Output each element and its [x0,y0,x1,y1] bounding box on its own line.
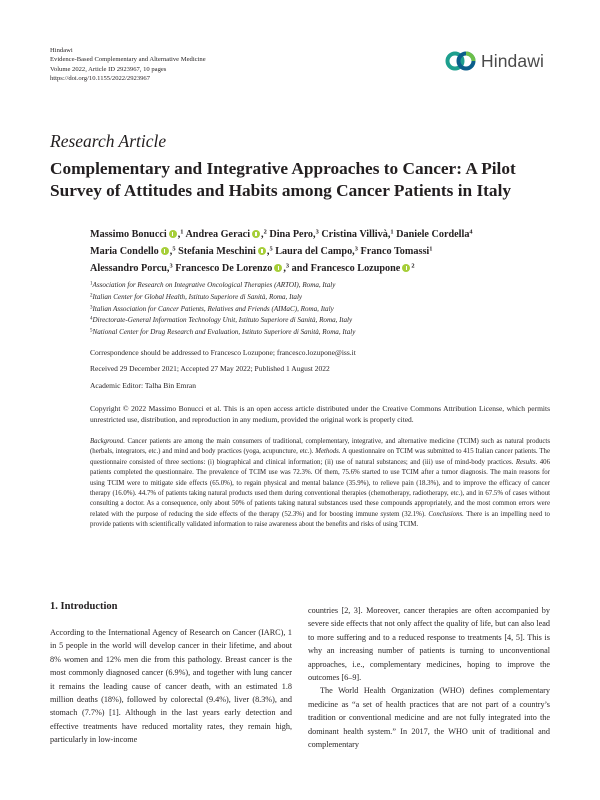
affiliation-number: 1 [90,281,93,287]
author [90,246,176,257]
author-affiliation-number: 2 [411,262,415,270]
author [269,229,318,240]
affiliation-number: 4 [90,316,93,322]
abstract-background-label: Background. [90,438,125,445]
section-heading: 1. Introduction [50,601,118,612]
author-name: Francesco Lozupone [310,263,401,275]
hindawi-logo [444,50,544,72]
author-comma: , [261,229,264,240]
article-type: Research Article [50,131,167,151]
affiliation-list [90,280,550,339]
doi-link[interactable]: https://doi.org/10.1155/2022/2923967 [50,75,151,83]
author-name: Massimo Bonucci [90,229,167,240]
author [321,229,393,240]
affiliation [90,315,550,327]
author-affiliation-number: 1 [390,228,394,236]
abstract [90,437,550,531]
author-affiliation-number: 4 [469,228,473,236]
abstract-conclusions: There is an impelling need to provide patients with scientifically validated information to raise awareness about the benefits and risks of using TCIM. [90,510,550,529]
author-name: Francesco De Lorenzo [175,263,273,275]
academic-editor: Academic Editor: Talha Bin Emran [90,381,196,390]
affiliation-text: Directorate-General Information Technology Unit, Istituto Superiore di Sanità, Roma, Italy [92,316,353,325]
author-affiliation-number: 3 [315,228,319,236]
author-affiliation-number: 1 [429,245,433,253]
author-affiliation-number: 5 [269,245,273,253]
author-name: Alessandro Porcu [90,263,167,275]
affiliation-text: National Center for Drug Research and Evaluation, Istituto Superiore di Sanità, Roma, Italy [92,328,356,337]
affiliation-number: 3 [90,305,93,311]
intro-paragraph-3: The World Health Organization (WHO) defines complementary medicine as “a set of health practices that are not part of a country’s tradition or conventional medicine and are not fully integrated into the dominant health system.” In 2017, the WHO unit of traditional and complementary [308,686,550,750]
author-conjunction: and [289,263,309,275]
orcid-icon[interactable] [402,264,410,272]
correspondence: Correspondence should be addressed to Francesco Lozupone; francesco.lozupone@iss.it [90,348,356,357]
logo-text: Hindawi [481,50,544,71]
journal-name: Evidence-Based Complementary and Alternative Medicine [50,56,206,64]
author [275,246,358,257]
left-column [50,626,292,747]
orcid-icon[interactable] [169,230,177,238]
affiliation [90,304,550,316]
author-comma: , [352,246,355,258]
affiliation [90,280,550,292]
intro-paragraph-1: According to the International Agency of Research on Cancer (IARC), 1 in 5 people in the world will develop cancer in their lifetime, and about 8% women and 12% men die from this pathology. Breast cancer is the most commonly diagnosed cancer (6.9%), and together with lung cancer it remains the leading cause of cancer death, with an estimated 1.8 million deaths (18%), followed by colorectal (9.4%), liver (8.3%), and stomach (7.7%) [1]. Although in the last years early detection and effective treatments have reduced mortality rates, they remain high, particularly in low-income [50,628,292,745]
author [175,263,308,274]
author-name: Laura del Campo [275,246,353,258]
volume-line: Volume 2022, Article ID 2923967, 10 pages [50,65,167,73]
orcid-icon[interactable] [161,247,169,255]
abstract-methods-label: Methods. [313,448,341,456]
affiliation-text: Association for Research on Integrative Oncological Therapies (ARTOI), Roma, Italy [92,281,336,289]
author-comma: , [387,229,391,240]
publisher-name: Hindawi [50,47,73,54]
copyright-notice: Copyright © 2022 Massimo Bonucci et al. This is an open access article distributed under the Creative Commons Attribution License, which permits unrestricted use, distribution, and reproduction in any medium, provided the original work is properly cited. [90,404,550,425]
author [178,246,273,257]
author-name: Franco Tomassi [360,246,430,258]
author-name: Dina Pero [269,229,314,240]
author-name: Maria Condello [90,246,159,258]
author-comma: , [177,229,181,240]
orcid-icon[interactable] [274,264,282,272]
author [396,229,473,240]
intro-paragraph-2: countries [2, 3]. Moreover, cancer therapies are often accompanied by severe side effects that not only affect the quality of life, but can also lead to more suffering and to a reduced response to treatments [4, 5]. This is why an increasing number of patients is turning to unconventional approaches, i.e., complementary medicines, hoping to improve the outcomes [6–9]. [308,606,550,683]
author [185,229,266,240]
author [311,263,415,274]
journal-header [50,46,206,84]
affiliation-number: 2 [90,293,93,299]
author-affiliation-number: 5 [172,245,176,253]
orcid-icon[interactable] [258,247,266,255]
abstract-conclusions-label: Conclusions. [425,510,464,518]
abstract-results: 406 patients completed the questionnaire. The prevalence of TCIM use was 72.3%. Of them, 75.6% started to use TCIM after a tumor diagnosis. The main reasons for using TCIM were to mitigate side effects (65.0%), to regain physical and mental balance (35.9%), to relieve pain (18.3%), and to improve the efficacy of cancer therapy (16.0%). 44.7% of patients taking natural products used them during conventional therapies (chemotherapy, radiotherapy, etc.), and in 67.5% of cases without consulting a doctor. As a consequence, only about 50% of patients taking natural substances used these compounds appropriately, and the most common errors were related with the purpose of reducing the side effects of the therapy (52.3%) and for boosting immune system (32.1%). [90,458,550,518]
abstract-background: Cancer patients are among the main consumers of traditional, complementary, integrative, and alternative medicine (TCIM) such as natural products (herbals, integrators, etc.) and mind and body practices (yoga, acupuncture, etc.). [90,438,550,456]
author-name: Daniele Cordella [396,229,470,240]
author-comma: , [166,263,170,275]
author-affiliation-number: 3 [285,262,290,270]
author [90,229,183,240]
affiliation-number: 5 [90,328,93,334]
paper-title: Complementary and Integrative Approaches to Cancer: A Pilot Survey of Attitudes and Habits among Cancer Patients in Italy [50,159,516,200]
author [90,263,173,274]
author-comma: , [283,263,286,275]
author-name: Stefania Meschini [178,246,256,258]
abstract-results-label: Results. [513,458,538,466]
author-name: Cristina Villivà [321,229,388,240]
orcid-icon[interactable] [252,230,260,238]
right-column [308,604,550,751]
author-comma: , [313,229,316,240]
author-affiliation-number: 1 [180,228,184,236]
author-comma: , [266,246,270,258]
author [360,246,432,257]
author-affiliation-number: 3 [354,245,358,253]
article-dates: Received 29 December 2021; Accepted 27 May 2022; Published 1 August 2022 [90,364,330,373]
affiliation [90,327,550,339]
hindawi-logo-icon [444,50,478,72]
author-comma: , [169,246,173,258]
author-affiliation-number: 3 [169,262,173,270]
affiliation-text: Italian Center for Global Health, Istituto Superiore di Sanità, Roma, Italy [92,292,303,301]
affiliation-text: Italian Association for Cancer Patients, Relatives and Friends (AIMaC), Roma, Italy [92,304,334,313]
author-list [90,226,550,278]
affiliation [90,292,550,304]
abstract-methods: A questionnaire on TCIM was submitted to 415 Italian cancer patients. The questionnaire consisted of three sections: (i) biographical and clinical information; (ii) use of natural substances; and (iii) use of mind-body practices. [90,448,550,466]
author-name: Andrea Geraci [185,229,251,240]
author-affiliation-number: 2 [263,228,267,236]
